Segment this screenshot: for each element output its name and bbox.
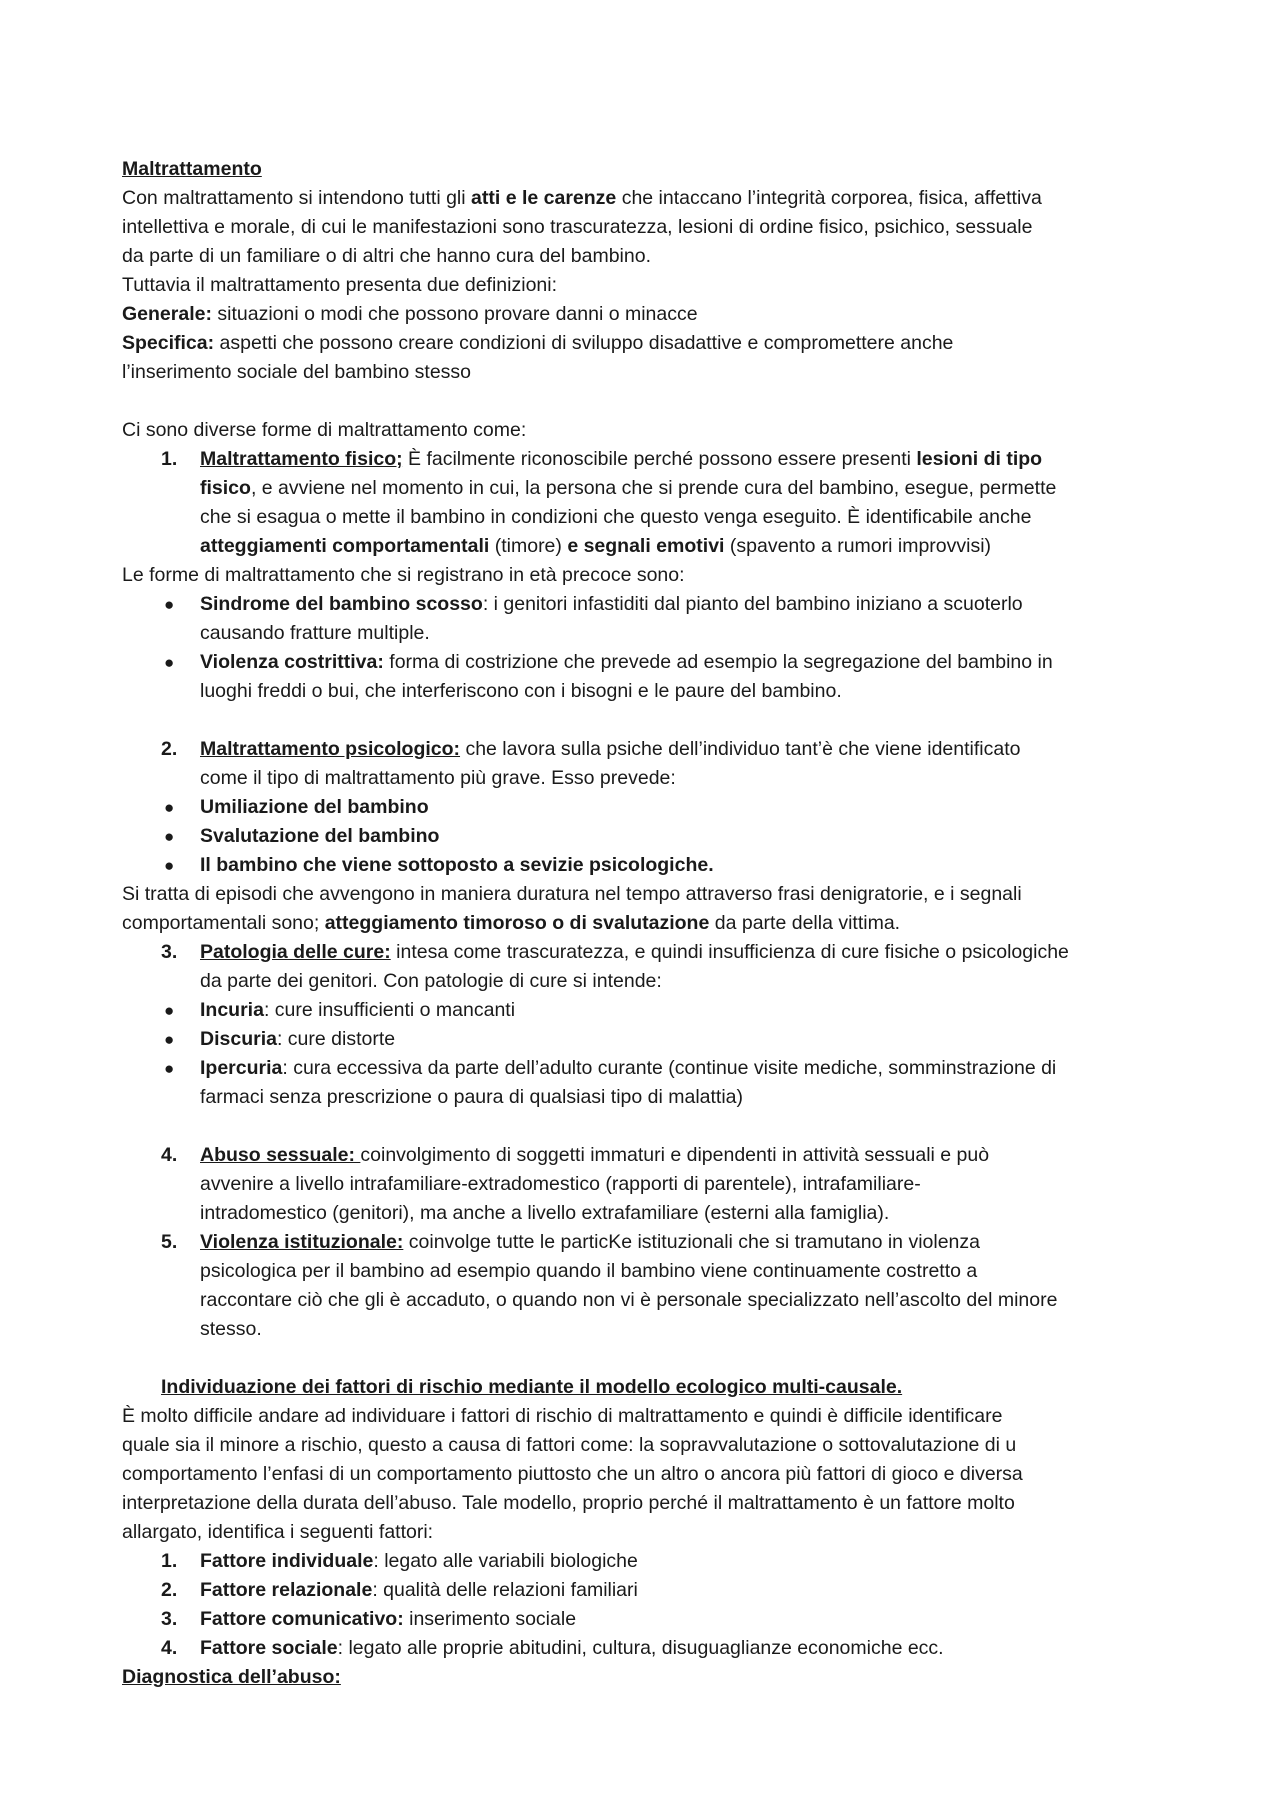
list-number: 4. — [161, 1144, 178, 1166]
intro-line: Con maltrattamento si intendono tutti gli atti e le carenze che intaccano l’integrità corporea, fisica, affettiva — [122, 187, 1042, 209]
list-item: psicologica per il bambino ad esempio quando il bambino viene continuamente costretto a — [200, 1260, 978, 1282]
list-item: Umiliazione del bambino — [200, 796, 429, 818]
list-item: da parte dei genitori. Con patologie di cure si intende: — [200, 970, 662, 992]
list-number: 3. — [161, 1608, 178, 1630]
paragraph-line: allargato, identifica i seguenti fattori: — [122, 1521, 434, 1543]
list-item: fisico, e avviene nel momento in cui, la persona che si prende cura del bambino, esegue, permette — [200, 477, 1057, 499]
list-item: intradomestico (genitori), ma anche a livello extrafamiliare (esterni alla famiglia). — [200, 1202, 890, 1224]
early-forms-intro: Le forme di maltrattamento che si registrano in età precoce sono: — [122, 564, 685, 586]
intro-line: Tuttavia il maltrattamento presenta due definizioni: — [122, 274, 558, 296]
bullet-icon: ● — [164, 1059, 175, 1078]
bullet-icon: ● — [164, 595, 175, 614]
paragraph-line: Si tratta di episodi che avvengono in maniera duratura nel tempo attraverso frasi denigratorie, e i segnali — [122, 883, 1022, 905]
paragraph-line: È molto difficile andare ad individuare i fattori di rischio di maltrattamento e quindi è difficile identificare — [122, 1405, 1003, 1427]
list-item: farmaci senza prescrizione o paura di qualsiasi tipo di malattia) — [200, 1086, 744, 1108]
list-item: stesso. — [200, 1318, 262, 1340]
list-item: luoghi freddi o bui, che interferiscono con i bisogni e le paure del bambino. — [200, 680, 842, 702]
bullet-icon: ● — [164, 1030, 175, 1049]
list-item: Violenza istituzionale: coinvolge tutte le particKe istituzionali che si tramutano in violenza — [200, 1231, 980, 1253]
list-item: Fattore comunicativo: inserimento sociale — [200, 1608, 577, 1630]
list-item: Sindrome del bambino scosso: i genitori infastiditi dal pianto del bambino iniziano a scuoterlo — [200, 593, 1023, 615]
doc-title: Maltrattamento — [122, 158, 262, 180]
forms-intro: Ci sono diverse forme di maltrattamento come: — [122, 419, 527, 441]
list-item: Ipercuria: cura eccessiva da parte dell’adulto curante (continue visite mediche, somminstrazione di — [200, 1057, 1057, 1079]
section-heading: Individuazione dei fattori di rischio mediante il modello ecologico multi-causale. — [161, 1376, 903, 1398]
intro-line: intellettiva e morale, di cui le manifestazioni sono trascuratezza, lesioni di ordine fisico, psichico, sessuale — [122, 216, 1033, 238]
bullet-icon: ● — [164, 798, 175, 817]
paragraph-line: comportamento l’enfasi di un comportamento piuttosto che un altro o ancora più fattori di gioco e diversa — [122, 1463, 1023, 1485]
paragraph-line: interpretazione della durata dell’abuso. Tale modello, proprio perché il maltrattamento è un fattore molto — [122, 1492, 1015, 1514]
definition-specific: l’inserimento sociale del bambino stesso — [122, 361, 472, 383]
list-item: Fattore individuale: legato alle variabili biologiche — [200, 1550, 638, 1572]
intro-line: da parte di un familiare o di altri che hanno cura del bambino. — [122, 245, 651, 267]
paragraph-line: comportamentali sono; atteggiamento timoroso o di svalutazione da parte della vittima. — [122, 912, 901, 934]
list-item: Abuso sessuale: coinvolgimento di soggetti immaturi e dipendenti in attività sessuali e può — [200, 1144, 990, 1166]
list-item: come il tipo di maltrattamento più grave. Esso prevede: — [200, 767, 676, 789]
bullet-icon: ● — [164, 827, 175, 846]
definition-general: Generale: situazioni o modi che possono provare danni o minacce — [122, 303, 698, 325]
list-item: Fattore sociale: legato alle proprie abitudini, cultura, disuguaglianze economiche ecc. — [200, 1637, 944, 1659]
list-item: causando fratture multiple. — [200, 622, 430, 644]
list-number: 5. — [161, 1231, 178, 1253]
list-item: che si esagua o mette il bambino in condizioni che questo venga eseguito. È identificabile anche — [200, 506, 1032, 528]
list-item: avvenire a livello intrafamiliare-extradomestico (rapporti di parentele), intrafamiliare- — [200, 1173, 921, 1195]
list-item: Violenza costrittiva: forma di costrizione che prevede ad esempio la segregazione del bambino in — [200, 651, 1053, 673]
list-item: atteggiamenti comportamentali (timore) e segnali emotivi (spavento a rumori improvvisi) — [200, 535, 992, 557]
list-number: 1. — [161, 1550, 178, 1572]
list-number: 4. — [161, 1637, 178, 1659]
list-item: Maltrattamento psicologico: che lavora sulla psiche dell’individuo tant’è che viene identificato — [200, 738, 1021, 760]
section-heading: Diagnostica dell’abuso: — [122, 1666, 341, 1688]
list-item: Il bambino che viene sottoposto a sevizie psicologiche. — [200, 854, 714, 876]
bullet-icon: ● — [164, 856, 175, 875]
paragraph-line: quale sia il minore a rischio, questo a causa di fattori come: la sopravvalutazione o sottovalutazione di u — [122, 1434, 1017, 1456]
list-item: Discuria: cure distorte — [200, 1028, 396, 1050]
list-item: Maltrattamento fisico; È facilmente riconoscibile perché possono essere presenti lesioni di tipo — [200, 448, 1043, 470]
list-number: 2. — [161, 1579, 178, 1601]
list-number: 3. — [161, 941, 178, 963]
bullet-icon: ● — [164, 653, 175, 672]
bullet-icon: ● — [164, 1001, 175, 1020]
list-item: Patologia delle cure: intesa come trascuratezza, e quindi insufficienza di cure fisiche o psicologiche — [200, 941, 1069, 963]
list-number: 1. — [161, 448, 178, 470]
list-item: raccontare ciò che gli è accaduto, o quando non vi è personale specializzato nell’ascolto del minore — [200, 1289, 1058, 1311]
list-item: Fattore relazionale: qualità delle relazioni familiari — [200, 1579, 638, 1601]
definition-specific: Specifica: aspetti che possono creare condizioni di sviluppo disadattive e compromettere anche — [122, 332, 954, 354]
list-item: Svalutazione del bambino — [200, 825, 440, 847]
list-number: 2. — [161, 738, 178, 760]
list-item: Incuria: cure insufficienti o mancanti — [200, 999, 516, 1021]
